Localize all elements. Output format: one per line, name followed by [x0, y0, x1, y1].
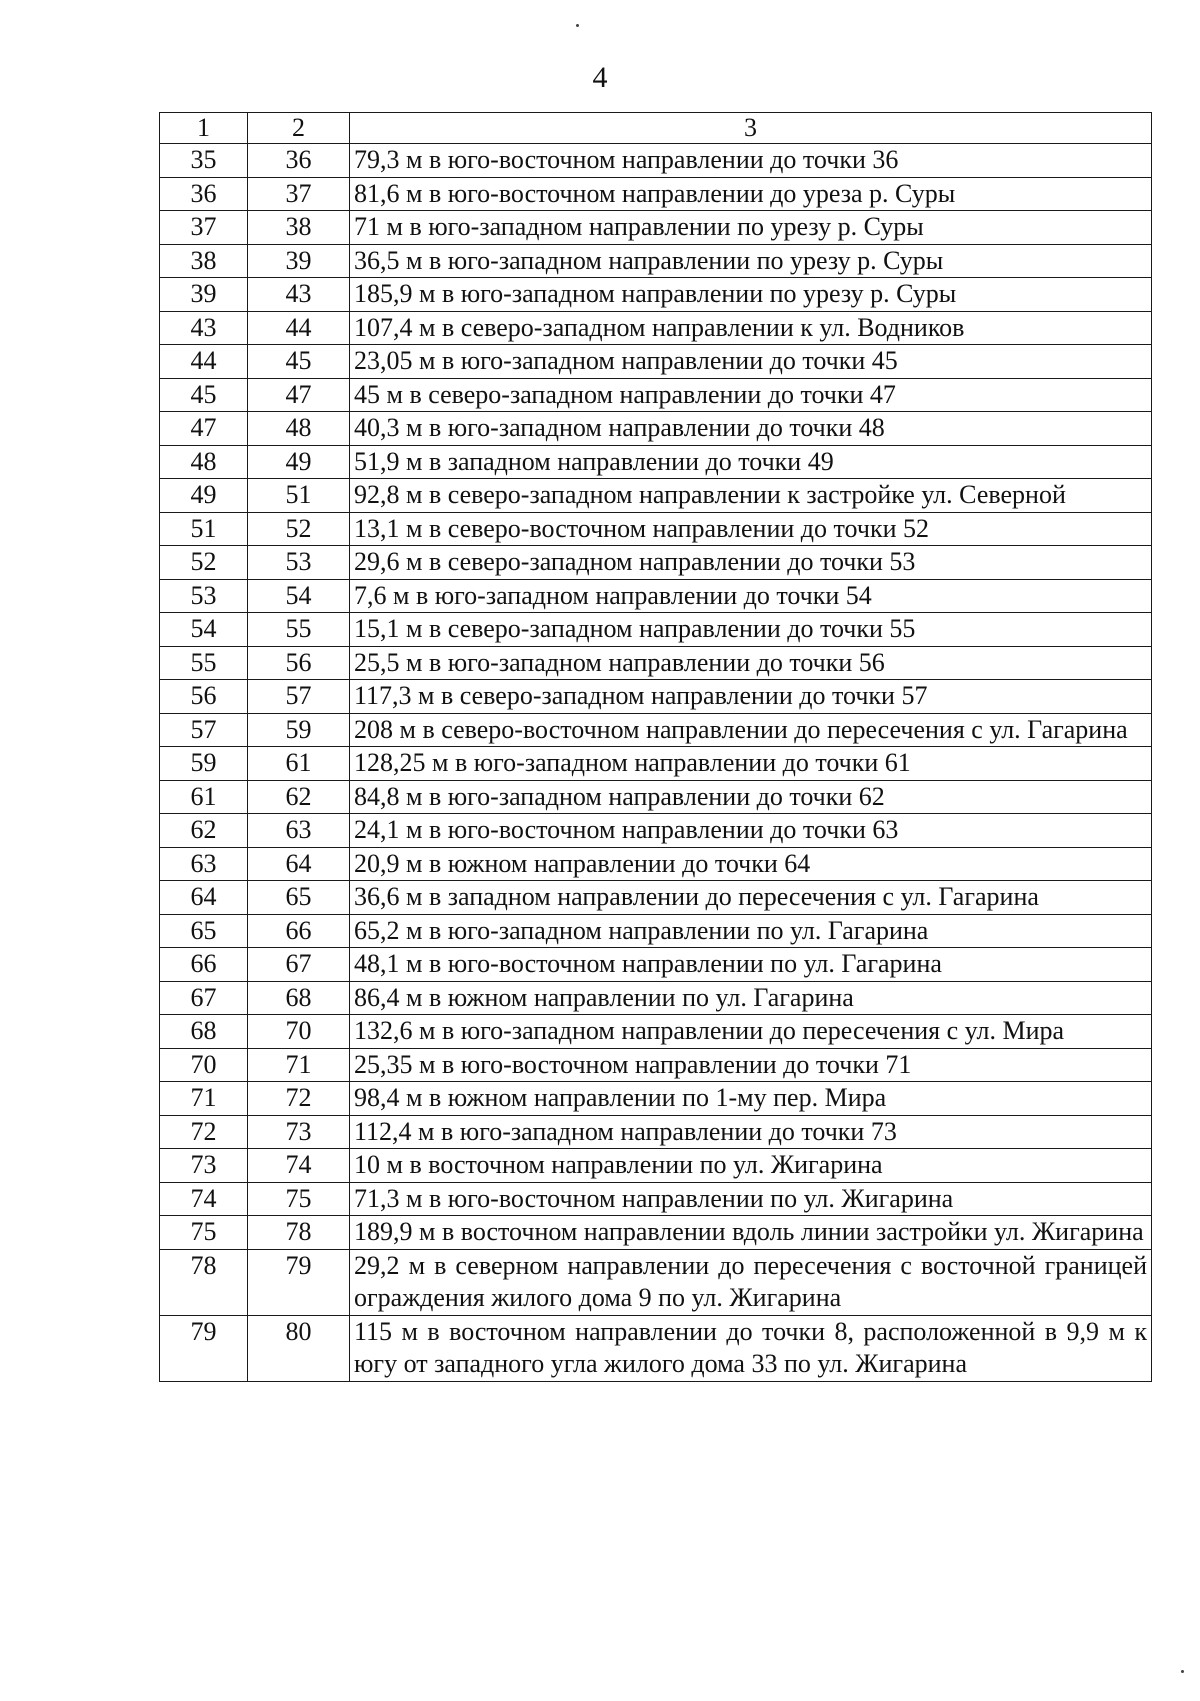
from-point-cell: 53	[160, 579, 248, 613]
description-cell: 20,9 м в южном направлении до точки 64	[350, 847, 1152, 881]
to-point-cell: 80	[248, 1315, 350, 1381]
table-row	[160, 345, 1152, 379]
from-point-cell: 67	[160, 981, 248, 1015]
boundary-description-table	[159, 112, 1152, 1382]
table-row	[160, 144, 1152, 178]
table-row	[160, 512, 1152, 546]
table-row	[160, 881, 1152, 915]
to-point-cell: 57	[248, 680, 350, 714]
description-cell: 112,4 м в юго-западном направлении до точки 73	[350, 1115, 1152, 1149]
to-point-cell: 38	[248, 211, 350, 245]
table-row	[160, 1149, 1152, 1183]
to-point-cell: 47	[248, 378, 350, 412]
table-row	[160, 479, 1152, 513]
to-point-cell: 62	[248, 780, 350, 814]
description-cell: 115 м в восточном направлении до точки 8, расположенной в 9,9 м к югу от западного угла жилого дома 33 по ул. Жигарина	[350, 1315, 1152, 1381]
description-cell: 79,3 м в юго-восточном направлении до точки 36	[350, 144, 1152, 178]
table-row	[160, 680, 1152, 714]
table-row	[160, 1182, 1152, 1216]
from-point-cell: 56	[160, 680, 248, 714]
from-point-cell: 51	[160, 512, 248, 546]
description-cell: 117,3 м в северо-западном направлении до точки 57	[350, 680, 1152, 714]
description-cell: 92,8 м в северо-западном направлении к застройке ул. Северной	[350, 479, 1152, 513]
description-cell: 132,6 м в юго-западном направлении до пересечения с ул. Мира	[350, 1015, 1152, 1049]
description-cell: 40,3 м в юго-западном направлении до точки 48	[350, 412, 1152, 446]
table-row	[160, 311, 1152, 345]
table-row	[160, 1216, 1152, 1250]
table-row	[160, 211, 1152, 245]
from-point-cell: 43	[160, 311, 248, 345]
to-point-cell: 52	[248, 512, 350, 546]
table-row	[160, 546, 1152, 580]
from-point-cell: 65	[160, 914, 248, 948]
to-point-cell: 71	[248, 1048, 350, 1082]
to-point-cell: 49	[248, 445, 350, 479]
description-cell: 10 м в восточном направлении по ул. Жигарина	[350, 1149, 1152, 1183]
from-point-cell: 74	[160, 1182, 248, 1216]
to-point-cell: 75	[248, 1182, 350, 1216]
from-point-cell: 45	[160, 378, 248, 412]
scan-speck-bottom	[1181, 1670, 1184, 1673]
description-cell: 25,35 м в юго-восточном направлении до точки 71	[350, 1048, 1152, 1082]
description-cell: 48,1 м в юго-восточном направлении по ул. Гагарина	[350, 948, 1152, 982]
description-cell: 15,1 м в северо-западном направлении до точки 55	[350, 613, 1152, 647]
to-point-cell: 79	[248, 1249, 350, 1315]
from-point-cell: 62	[160, 814, 248, 848]
table-row	[160, 579, 1152, 613]
table-row	[160, 244, 1152, 278]
description-cell: 189,9 м в восточном направлении вдоль линии застройки ул. Жигарина	[350, 1216, 1152, 1250]
from-point-cell: 52	[160, 546, 248, 580]
to-point-cell: 43	[248, 278, 350, 312]
table-row	[160, 847, 1152, 881]
table-row	[160, 948, 1152, 982]
table-row	[160, 378, 1152, 412]
table-row	[160, 1115, 1152, 1149]
description-cell: 107,4 м в северо-западном направлении к ул. Водников	[350, 311, 1152, 345]
from-point-cell: 68	[160, 1015, 248, 1049]
from-point-cell: 72	[160, 1115, 248, 1149]
table-row	[160, 445, 1152, 479]
to-point-cell: 72	[248, 1082, 350, 1116]
to-point-cell: 67	[248, 948, 350, 982]
to-point-cell: 64	[248, 847, 350, 881]
from-point-cell: 47	[160, 412, 248, 446]
column-header-from-point: 1	[160, 113, 248, 144]
table-row	[160, 981, 1152, 1015]
from-point-cell: 55	[160, 646, 248, 680]
to-point-cell: 59	[248, 713, 350, 747]
from-point-cell: 54	[160, 613, 248, 647]
description-cell: 51,9 м в западном направлении до точки 49	[350, 445, 1152, 479]
description-cell: 45 м в северо-западном направлении до точки 47	[350, 378, 1152, 412]
column-header-description: 3	[350, 113, 1152, 144]
to-point-cell: 70	[248, 1015, 350, 1049]
description-cell: 81,6 м в юго-восточном направлении до уреза р. Суры	[350, 177, 1152, 211]
table-row	[160, 177, 1152, 211]
from-point-cell: 59	[160, 747, 248, 781]
description-cell: 185,9 м в юго-западном направлении по урезу р. Суры	[350, 278, 1152, 312]
table-row	[160, 278, 1152, 312]
to-point-cell: 39	[248, 244, 350, 278]
to-point-cell: 61	[248, 747, 350, 781]
table-row	[160, 1048, 1152, 1082]
description-cell: 84,8 м в юго-западном направлении до точки 62	[350, 780, 1152, 814]
description-cell: 24,1 м в юго-восточном направлении до точки 63	[350, 814, 1152, 848]
description-cell: 208 м в северо-восточном направлении до пересечения с ул. Гагарина	[350, 713, 1152, 747]
table-row	[160, 713, 1152, 747]
table-row	[160, 780, 1152, 814]
table-row	[160, 914, 1152, 948]
table-row	[160, 1315, 1152, 1381]
from-point-cell: 37	[160, 211, 248, 245]
from-point-cell: 78	[160, 1249, 248, 1315]
to-point-cell: 66	[248, 914, 350, 948]
description-cell: 29,2 м в северном направлении до пересечения с восточной границей ограждения жилого дома 9 по ул. Жигарина	[350, 1249, 1152, 1315]
description-cell: 23,05 м в юго-западном направлении до точки 45	[350, 345, 1152, 379]
from-point-cell: 66	[160, 948, 248, 982]
from-point-cell: 44	[160, 345, 248, 379]
to-point-cell: 54	[248, 579, 350, 613]
description-cell: 36,5 м в юго-западном направлении по урезу р. Суры	[350, 244, 1152, 278]
description-cell: 65,2 м в юго-западном направлении по ул. Гагарина	[350, 914, 1152, 948]
to-point-cell: 45	[248, 345, 350, 379]
from-point-cell: 49	[160, 479, 248, 513]
table-row	[160, 412, 1152, 446]
description-cell: 36,6 м в западном направлении до пересечения с ул. Гагарина	[350, 881, 1152, 915]
from-point-cell: 73	[160, 1149, 248, 1183]
table-header-row	[160, 113, 1152, 144]
table-row	[160, 1082, 1152, 1116]
to-point-cell: 36	[248, 144, 350, 178]
from-point-cell: 63	[160, 847, 248, 881]
description-cell: 13,1 м в северо-восточном направлении до точки 52	[350, 512, 1152, 546]
table-body	[160, 144, 1152, 1382]
table-row	[160, 814, 1152, 848]
description-cell: 7,6 м в юго-западном направлении до точки 54	[350, 579, 1152, 613]
to-point-cell: 37	[248, 177, 350, 211]
from-point-cell: 57	[160, 713, 248, 747]
from-point-cell: 61	[160, 780, 248, 814]
description-cell: 25,5 м в юго-западном направлении до точки 56	[350, 646, 1152, 680]
to-point-cell: 65	[248, 881, 350, 915]
scan-speck-top	[576, 24, 579, 27]
from-point-cell: 64	[160, 881, 248, 915]
table-row	[160, 646, 1152, 680]
description-cell: 71,3 м в юго-восточном направлении по ул. Жигарина	[350, 1182, 1152, 1216]
table-row	[160, 613, 1152, 647]
table-row	[160, 1249, 1152, 1315]
table-header	[160, 113, 1152, 144]
from-point-cell: 35	[160, 144, 248, 178]
from-point-cell: 71	[160, 1082, 248, 1116]
to-point-cell: 63	[248, 814, 350, 848]
to-point-cell: 68	[248, 981, 350, 1015]
description-cell: 29,6 м в северо-западном направлении до точки 53	[350, 546, 1152, 580]
to-point-cell: 73	[248, 1115, 350, 1149]
description-cell: 98,4 м в южном направлении по 1-му пер. Мира	[350, 1082, 1152, 1116]
from-point-cell: 36	[160, 177, 248, 211]
description-cell: 128,25 м в юго-западном направлении до точки 61	[350, 747, 1152, 781]
to-point-cell: 51	[248, 479, 350, 513]
from-point-cell: 38	[160, 244, 248, 278]
description-cell: 86,4 м в южном направлении по ул. Гагарина	[350, 981, 1152, 1015]
page-number: 4	[592, 61, 608, 94]
from-point-cell: 39	[160, 278, 248, 312]
to-point-cell: 53	[248, 546, 350, 580]
to-point-cell: 74	[248, 1149, 350, 1183]
description-cell: 71 м в юго-западном направлении по урезу р. Суры	[350, 211, 1152, 245]
from-point-cell: 48	[160, 445, 248, 479]
column-header-to-point: 2	[248, 113, 350, 144]
from-point-cell: 79	[160, 1315, 248, 1381]
from-point-cell: 75	[160, 1216, 248, 1250]
to-point-cell: 48	[248, 412, 350, 446]
to-point-cell: 55	[248, 613, 350, 647]
to-point-cell: 56	[248, 646, 350, 680]
from-point-cell: 70	[160, 1048, 248, 1082]
to-point-cell: 44	[248, 311, 350, 345]
to-point-cell: 78	[248, 1216, 350, 1250]
table-row	[160, 1015, 1152, 1049]
table-row	[160, 747, 1152, 781]
